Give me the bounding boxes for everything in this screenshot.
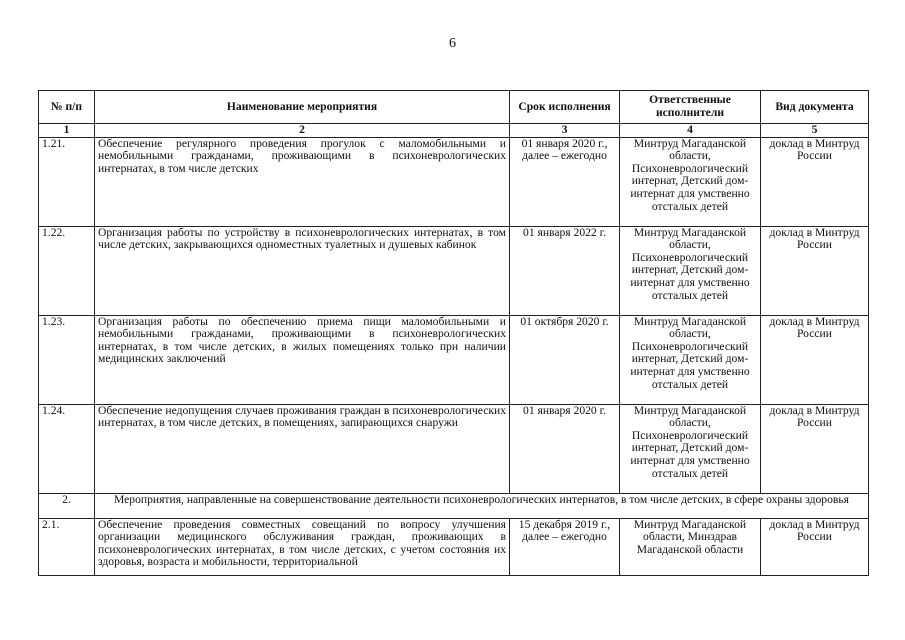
executors: Минтруд Магаданской области, Психоневрологический интернат, Детский дом-интернат для умственно отсталых детей (620, 137, 761, 226)
term: 01 января 2020 г., далее – ежегодно (510, 137, 620, 226)
section-title: Мероприятия, направленные на совершенствование деятельности психоневрологических интернатов, в том числе детских, в сфере охраны здоровья (95, 493, 869, 518)
row-number: 1.22. (39, 226, 95, 315)
row-number: 1.24. (39, 404, 95, 493)
event-name: Организация работы по устройству в психоневрологических интернатах, в том числе детских, закрывающихся одноместных туалетных и душевых кабинок (95, 226, 510, 315)
header-executors: Ответственные исполнители (620, 91, 761, 124)
row-number: 1.23. (39, 315, 95, 404)
column-number-row (39, 124, 869, 138)
header-document-type: Вид документа (761, 91, 869, 124)
term: 01 января 2022 г. (510, 226, 620, 315)
executors: Минтруд Магаданской области, Психоневрологический интернат, Детский дом-интернат для умственно отсталых детей (620, 226, 761, 315)
event-name: Обеспечение регулярного проведения прогулок с маломобильными и немобильными гражданами, проживающими в психоневрологических интернатах, в том числе детских (95, 137, 510, 226)
document-type: доклад в Минтруд России (761, 137, 869, 226)
column-number: 2 (95, 124, 510, 138)
executors: Минтруд Магаданской области, Психоневрологический интернат, Детский дом-интернат для умственно отсталых детей (620, 315, 761, 404)
document-type: доклад в Минтруд России (761, 226, 869, 315)
section-row (39, 493, 869, 518)
document-type: доклад в Минтруд России (761, 518, 869, 575)
table-header-row (39, 91, 869, 124)
table-row (39, 404, 869, 493)
event-name: Обеспечение недопущения случаев проживания граждан в психоневрологических интернатах, в том числе детских, в помещениях, запирающихся снаружи (95, 404, 510, 493)
event-name: Обеспечение проведения совместных совещаний по вопросу улучшения организации медицинского обслуживания граждан, проживающих в психоневрологических интернатах, в том числе детских, с учетом состояния их здоровья, возраста и мобильности, территориальной (95, 518, 510, 575)
page-number: 6 (449, 36, 456, 51)
event-name: Организация работы по обеспечению приема пищи маломобильными и немобильными гражданами, проживающими в психоневрологических интернатах, в том числе детских, в жилых помещениях только при наличии медицинских заключений (95, 315, 510, 404)
header-number: № п/п (39, 91, 95, 124)
header-term: Срок исполнения (510, 91, 620, 124)
term: 15 декабря 2019 г., далее – ежегодно (510, 518, 620, 575)
column-number: 3 (510, 124, 620, 138)
action-plan-table (38, 90, 869, 576)
section-number: 2. (39, 493, 95, 518)
row-number: 2.1. (39, 518, 95, 575)
row-number: 1.21. (39, 137, 95, 226)
document-type: доклад в Минтруд России (761, 404, 869, 493)
column-number: 4 (620, 124, 761, 138)
executors: Минтруд Магаданской области, Психоневрологический интернат, Детский дом-интернат для умственно отсталых детей (620, 404, 761, 493)
table-row (39, 518, 869, 575)
table-row (39, 315, 869, 404)
header-event-name: Наименование мероприятия (95, 91, 510, 124)
term: 01 октября 2020 г. (510, 315, 620, 404)
executors: Минтруд Магаданской области, Минздрав Магаданской области (620, 518, 761, 575)
document-type: доклад в Минтруд России (761, 315, 869, 404)
table-row (39, 137, 869, 226)
column-number: 1 (39, 124, 95, 138)
table-row (39, 226, 869, 315)
term: 01 января 2020 г. (510, 404, 620, 493)
column-number: 5 (761, 124, 869, 138)
